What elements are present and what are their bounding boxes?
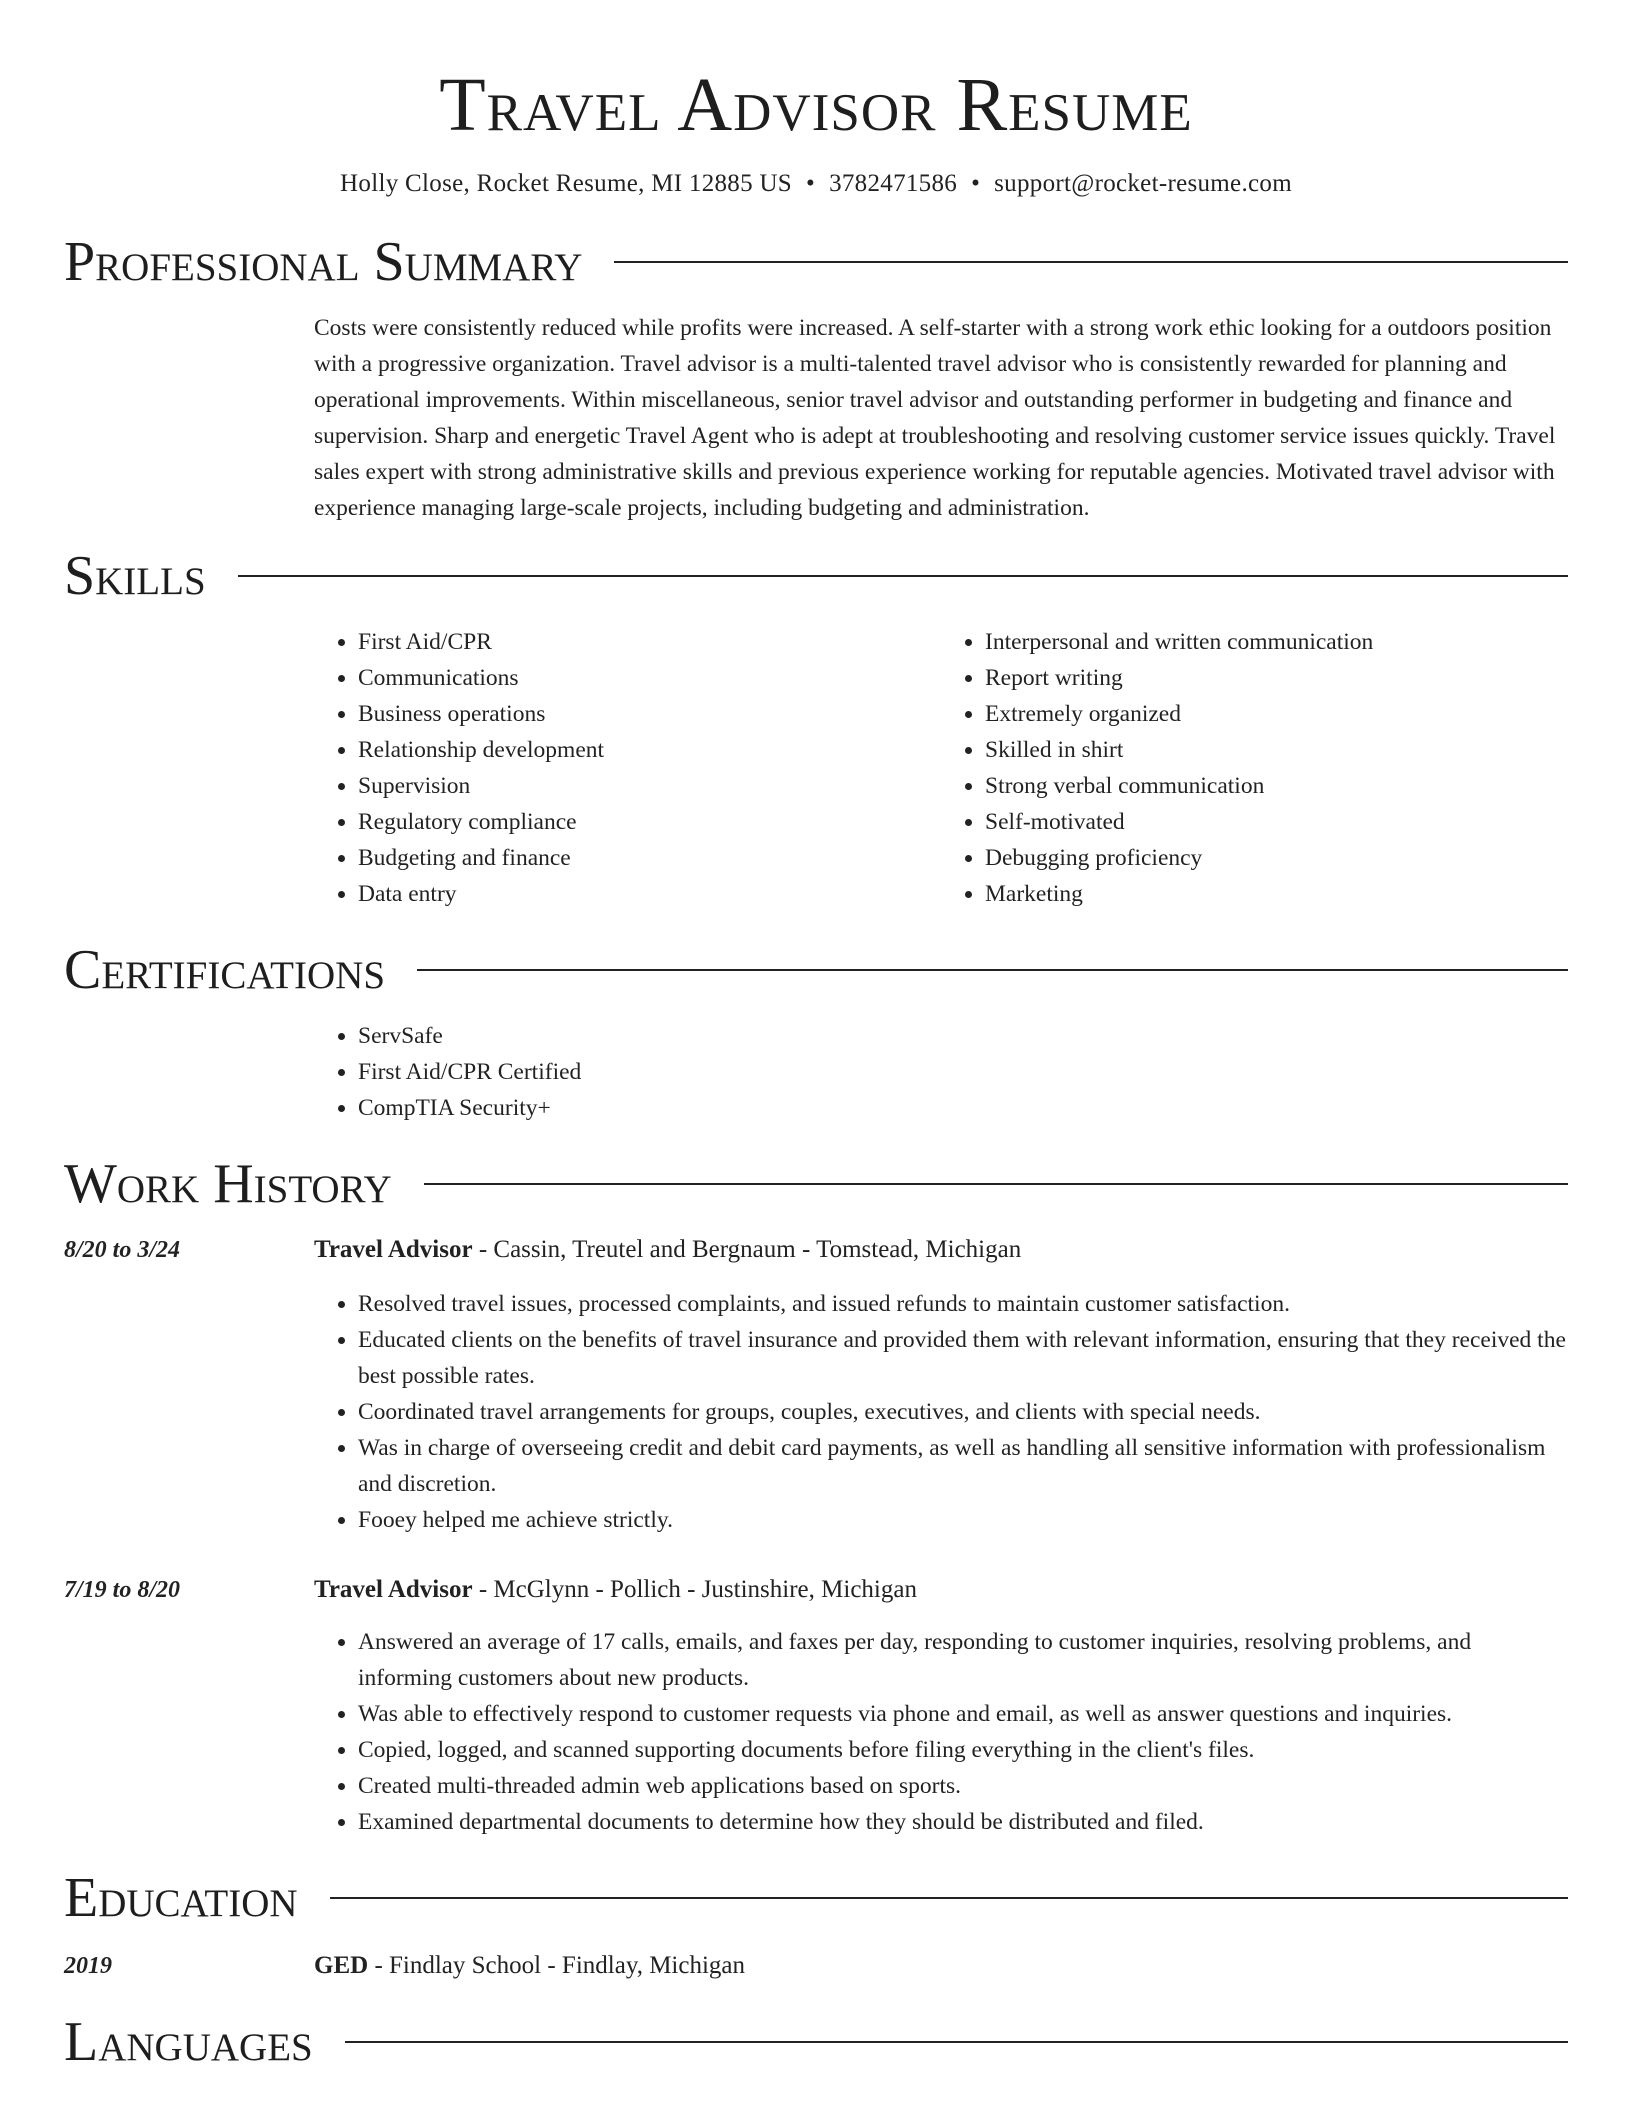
education-details: - Findlay School - Findlay, Michigan xyxy=(368,1952,746,1979)
certification-item: • First Aid/CPR Certified xyxy=(358,1054,1568,1090)
section-title: Languages xyxy=(64,2011,313,2073)
certification-item: • ServSafe xyxy=(358,1018,1568,1054)
skill-item: • Skilled in shirt xyxy=(985,732,1568,768)
job-heading xyxy=(314,1232,1568,1268)
skill-item: • Report writing xyxy=(985,660,1568,696)
skill-item: • Budgeting and finance xyxy=(358,840,941,876)
skill-item: • Relationship development xyxy=(358,732,941,768)
skills-column-right xyxy=(941,624,1568,912)
job-role: Travel Advisor xyxy=(314,1236,473,1263)
section-divider xyxy=(238,575,1568,577)
skill-item: • Extremely organized xyxy=(985,696,1568,732)
summary-text: Costs were consistently reduced while profits were increased. A self-starter with a strong work ethic looking for a outdoors position with a progressive organization. Travel advisor is a multi-talented travel advisor who is consistently rewarded for planning and operational improvements. Within miscellaneous, senior travel advisor and outstanding performer in budgeting and finance and supervision. Sharp and energetic Travel Agent who is adept at troubleshooting and resolving customer service issues quickly. Travel sales expert with strong administrative skills and previous experience working for reputable agencies. Motivated travel advisor with experience managing large-scale projects, including budgeting and administration. xyxy=(314,315,1556,521)
section-title: Work History xyxy=(64,1153,392,1215)
job-bullets xyxy=(314,1286,1568,1538)
job-bullet: • Answered an average of 17 calls, emails, and faxes per day, responding to customer inquiries, resolving problems, and informing customers about new products. xyxy=(358,1624,1568,1696)
job-bullet: • Coordinated travel arrangements for groups, couples, executives, and clients with special needs. xyxy=(358,1394,1568,1430)
job-bullet: • Examined departmental documents to determine how they should be distributed and filed. xyxy=(358,1804,1568,1840)
separator: • xyxy=(971,170,981,197)
certifications-section-header xyxy=(64,938,1568,1002)
section-divider xyxy=(417,969,1568,971)
section-title: Certifications xyxy=(64,939,386,1001)
certification-item: • CompTIA Security+ xyxy=(358,1090,1568,1126)
job-details: - Cassin, Treutel and Bergnaum - Tomstead, Michigan xyxy=(472,1236,1022,1263)
skills-column-left xyxy=(314,624,941,912)
job-bullet: • Fooey helped me achieve strictly. xyxy=(358,1502,1568,1538)
job-bullet: • Copied, logged, and scanned supporting documents before filing everything in the client's files. xyxy=(358,1732,1568,1768)
section-title: Education xyxy=(64,1867,298,1929)
job-entry xyxy=(64,1232,1568,1268)
job-bullet: • Created multi-threaded admin web applications based on sports. xyxy=(358,1768,1568,1804)
job-role: Travel Advisor xyxy=(314,1576,473,1603)
address: Holly Close, Rocket Resume, MI 12885 US xyxy=(340,170,793,197)
job-heading xyxy=(314,1572,1568,1608)
education-year: 2019 xyxy=(64,1953,112,1979)
education-degree: GED xyxy=(314,1952,369,1979)
certifications-list xyxy=(314,1018,1568,1126)
section-divider xyxy=(614,261,1568,263)
job-dates: 8/20 to 3/24 xyxy=(64,1237,181,1263)
skill-item: • Self-motivated xyxy=(985,804,1568,840)
work-section-header xyxy=(64,1152,1568,1216)
resume-title: Travel Advisor Resume xyxy=(439,63,1193,147)
skill-item: • Data entry xyxy=(358,876,941,912)
phone: 3782471586 xyxy=(829,170,958,197)
skill-item: • Marketing xyxy=(985,876,1568,912)
skills-section-header xyxy=(64,544,1568,608)
job-dates: 7/19 to 8/20 xyxy=(64,1577,181,1603)
summary-section-header xyxy=(64,230,1568,294)
contact-line xyxy=(0,168,1632,200)
languages-section-header xyxy=(64,2010,1568,2074)
section-divider xyxy=(330,1897,1568,1899)
job-bullet: • Educated clients on the benefits of travel insurance and provided them with relevant information, ensuring that they received the best possible rates. xyxy=(358,1322,1568,1394)
section-title: Professional Summary xyxy=(64,231,583,293)
education-heading xyxy=(314,1948,1568,1984)
job-bullets xyxy=(314,1624,1568,1840)
section-divider xyxy=(345,2041,1568,2043)
education-entry xyxy=(64,1948,1568,1984)
job-entry xyxy=(64,1572,1568,1608)
skill-item: • Business operations xyxy=(358,696,941,732)
skill-item: • Communications xyxy=(358,660,941,696)
job-bullet: • Was in charge of overseeing credit and debit card payments, as well as handling all sensitive information with professionalism and discretion. xyxy=(358,1430,1568,1502)
skill-item: • Debugging proficiency xyxy=(985,840,1568,876)
section-title: Skills xyxy=(64,545,206,607)
skill-item: • Interpersonal and written communication xyxy=(985,624,1568,660)
skill-item: • Regulatory compliance xyxy=(358,804,941,840)
email: support@rocket-resume.com xyxy=(994,170,1292,197)
education-section-header xyxy=(64,1866,1568,1930)
job-bullet: • Was able to effectively respond to customer requests via phone and email, as well as answer questions and inquiries. xyxy=(358,1696,1568,1732)
job-bullet: • Resolved travel issues, processed complaints, and issued refunds to maintain customer satisfaction. xyxy=(358,1286,1568,1322)
separator: • xyxy=(806,170,816,197)
skill-item: • Strong verbal communication xyxy=(985,768,1568,804)
skill-item: • First Aid/CPR xyxy=(358,624,941,660)
skills-list xyxy=(314,624,1568,912)
job-details: - McGlynn - Pollich - Justinshire, Michigan xyxy=(472,1576,917,1603)
skill-item: • Supervision xyxy=(358,768,941,804)
section-divider xyxy=(424,1183,1568,1185)
